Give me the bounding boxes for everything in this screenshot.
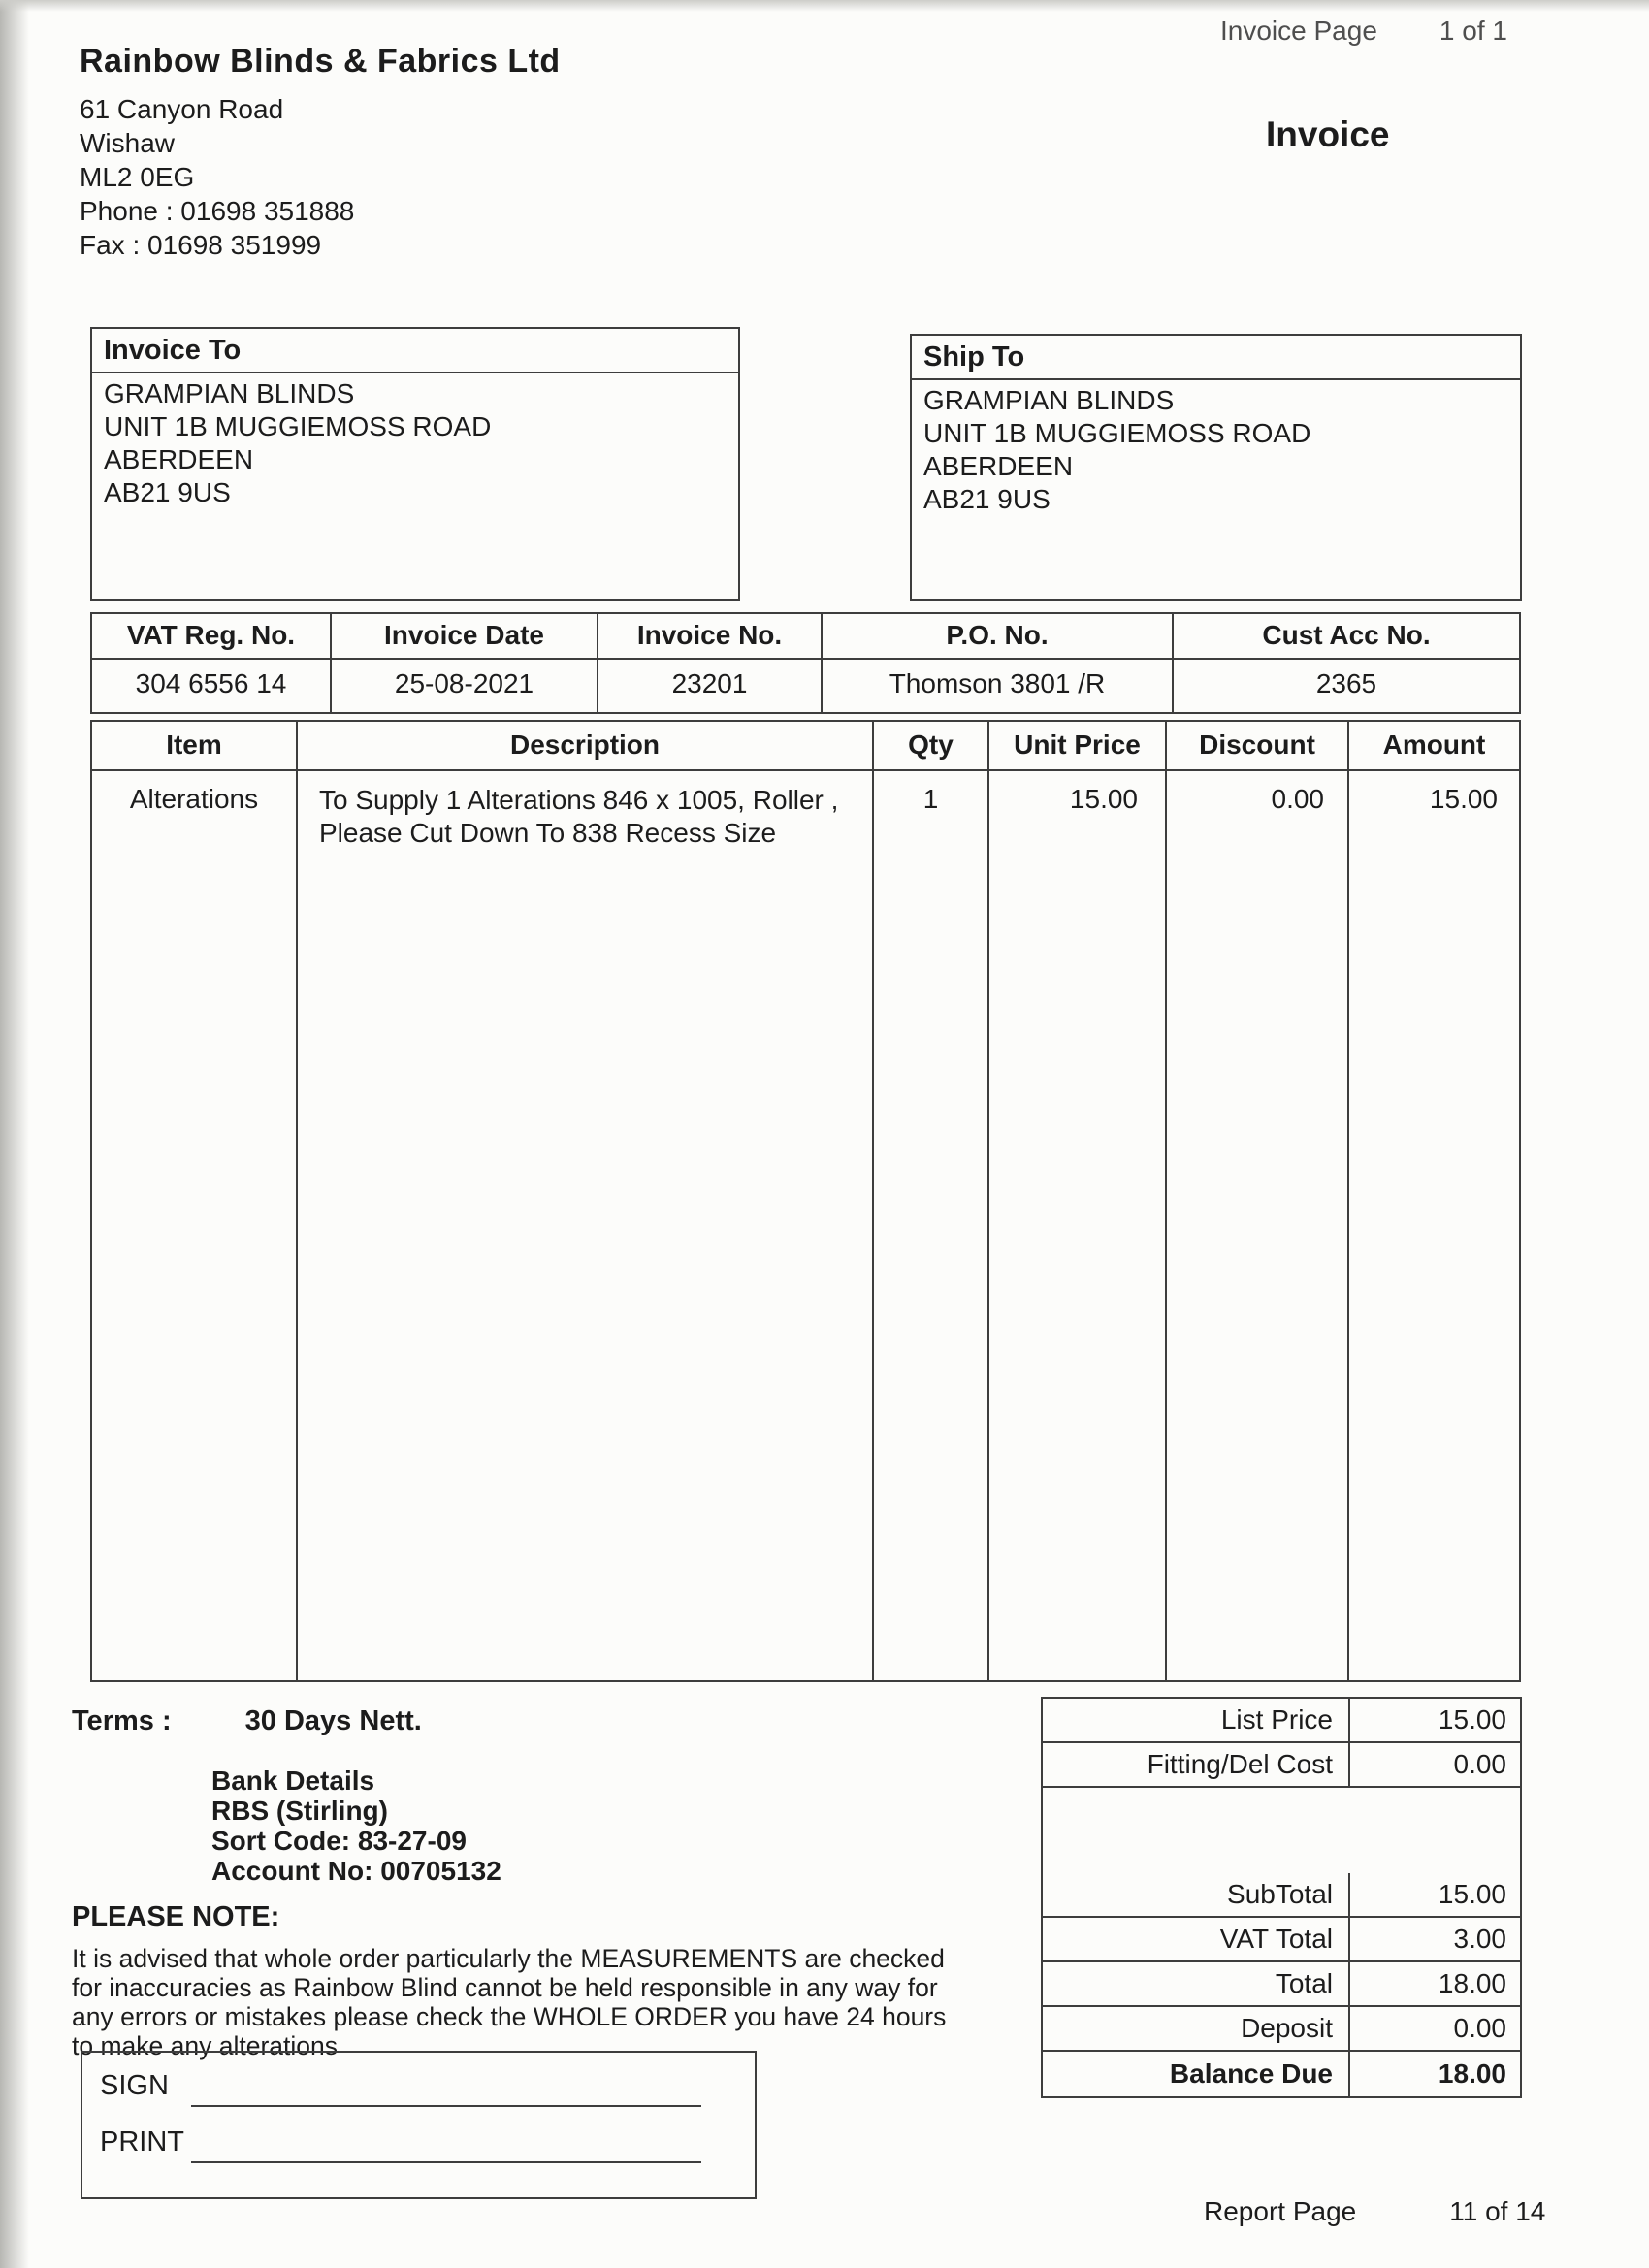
sign-label: SIGN (100, 2070, 169, 2101)
bank-name: RBS (Stirling) (211, 1796, 388, 1826)
totals-row-fitting-del-cost (1043, 1743, 1520, 1788)
report-page-label: Report Page (1204, 2196, 1357, 2226)
company-phone: Phone : 01698 351888 (80, 196, 355, 226)
line-items-body (92, 771, 1519, 1680)
please-note-body: It is advised that whole order particularly the MEASUREMENTS are checked for inaccuracies as Rainbow Blind cannot be held responsible in any way for any errors or mistakes please check the WHOLE ORDER you have 24 hours to make any alterations (72, 1944, 947, 2060)
please-note-title: PLEASE NOTE: (72, 1901, 280, 1932)
totals-row-subtotal (1043, 1873, 1520, 1918)
company-address-line-2: Wishaw (80, 128, 176, 158)
qty-cell (874, 771, 989, 1680)
print-label: PRINT (100, 2126, 184, 2157)
items-header-unit-price: Unit Price (989, 722, 1167, 769)
invoice-meta-table (90, 612, 1521, 714)
ship-to-line-3: ABERDEEN (923, 451, 1074, 481)
invoice-to-label: Invoice To (92, 329, 738, 373)
ship-to-box (910, 334, 1522, 601)
totals-box (1041, 1697, 1522, 2098)
invoice-to-line-4: AB21 9US (104, 477, 231, 507)
totals-row-deposit (1043, 2007, 1520, 2052)
bank-details-title: Bank Details (211, 1766, 375, 1796)
totals-value: 15.00 (1348, 1699, 1520, 1741)
totals-label: Total (1275, 1968, 1333, 1998)
item-name: Alterations (129, 784, 259, 814)
items-header-amount: Amount (1382, 729, 1486, 760)
signature-box (81, 2051, 757, 2199)
sign-line (191, 2105, 701, 2107)
meta-header-po-no: P.O. No. (823, 614, 1174, 660)
company-fax: Fax : 01698 351999 (80, 230, 322, 260)
discount-value: 0.00 (1271, 784, 1324, 814)
bank-sort-code: Sort Code: 83-27-09 (211, 1826, 467, 1856)
terms-label: Terms : (72, 1705, 172, 1736)
ship-to-label: Ship To (912, 336, 1520, 380)
bank-details-block (211, 1766, 501, 1886)
ship-to-line-4: AB21 9US (923, 484, 1051, 514)
amount-value: 15.00 (1429, 784, 1498, 814)
totals-value: 3.00 (1348, 1918, 1520, 1960)
line-items-table (90, 720, 1521, 1682)
unit-price-cell (989, 771, 1167, 1680)
invoice-to-line-1: GRAMPIAN BLINDS (104, 378, 355, 408)
items-header-discount: Discount (1167, 722, 1349, 769)
amount-cell (1349, 771, 1519, 1680)
meta-value-vat-reg: 304 6556 14 (92, 660, 332, 712)
print-line (191, 2161, 701, 2163)
totals-value: 18.00 (1348, 2052, 1520, 2096)
company-address-line-3: ML2 0EG (80, 162, 195, 192)
unit-price-value: 15.00 (1069, 784, 1138, 814)
company-info-block (80, 43, 561, 262)
invoice-meta-values-row (92, 660, 1519, 712)
invoice-title: Invoice (1266, 114, 1390, 154)
invoice-to-box (90, 327, 740, 601)
totals-label: Fitting/Del Cost (1147, 1749, 1333, 1779)
company-name: Rainbow Blinds & Fabrics Ltd (80, 43, 561, 80)
totals-row-total (1043, 1962, 1520, 2007)
items-header-qty: Qty (874, 722, 989, 769)
invoice-to-line-2: UNIT 1B MUGGIEMOSS ROAD (104, 411, 492, 441)
qty-value: 1 (922, 784, 939, 814)
invoice-to-address (92, 373, 738, 513)
bank-account-no: Account No: 00705132 (211, 1856, 501, 1886)
totals-row-vat-total (1043, 1918, 1520, 1962)
totals-value: 18.00 (1348, 1962, 1520, 2005)
meta-value-invoice-no: 23201 (598, 660, 823, 712)
report-page-value: 11 of 14 (1449, 2196, 1546, 2226)
discount-cell (1167, 771, 1349, 1680)
report-page-footer (1204, 2196, 1545, 2227)
invoice-page-indicator (1220, 16, 1507, 47)
meta-value-cust-acc-no: 2365 (1315, 668, 1377, 698)
totals-label: SubTotal (1227, 1879, 1333, 1909)
scan-edge-shadow (0, 0, 29, 2268)
terms-row (72, 1705, 422, 1737)
meta-header-vat-reg: VAT Reg. No. (92, 614, 332, 660)
totals-row-balance-due (1043, 2052, 1520, 2096)
item-cell (92, 771, 298, 1680)
invoice-page-indicator-value: 1 of 1 (1439, 16, 1507, 46)
terms-value: 30 Days Nett. (244, 1705, 422, 1736)
meta-value-po-no: Thomson 3801 /R (823, 660, 1174, 712)
meta-header-invoice-no: Invoice No. (598, 614, 823, 660)
ship-to-address (912, 380, 1520, 520)
totals-value: 0.00 (1348, 1743, 1520, 1786)
ship-to-line-2: UNIT 1B MUGGIEMOSS ROAD (923, 418, 1311, 448)
invoice-page-indicator-label: Invoice Page (1220, 16, 1377, 46)
invoice-meta-header-row (92, 614, 1519, 660)
items-header-item: Item (92, 722, 298, 769)
totals-spacer (1043, 1788, 1520, 1873)
totals-value: 15.00 (1348, 1873, 1520, 1916)
scan-top-shadow (0, 0, 1649, 12)
totals-label: VAT Total (1219, 1924, 1333, 1954)
items-header-description: Description (298, 722, 874, 769)
ship-to-line-1: GRAMPIAN BLINDS (923, 385, 1175, 415)
line-items-header-row (92, 722, 1519, 771)
meta-header-cust-acc-no: Cust Acc No. (1174, 614, 1519, 660)
totals-value: 0.00 (1348, 2007, 1520, 2050)
meta-value-invoice-date: 25-08-2021 (332, 660, 598, 712)
description-cell (298, 771, 874, 1680)
totals-label: List Price (1220, 1704, 1333, 1734)
totals-label: Balance Due (1169, 2058, 1333, 2089)
invoice-to-line-3: ABERDEEN (104, 444, 254, 474)
meta-header-invoice-date: Invoice Date (332, 614, 598, 660)
totals-label: Deposit (1241, 2013, 1333, 2043)
description-line-2: Please Cut Down To 838 Recess Size (319, 818, 777, 848)
totals-row-list-price (1043, 1699, 1520, 1743)
company-address-line-1: 61 Canyon Road (80, 94, 284, 124)
description-line-1: To Supply 1 Alterations 846 x 1005, Roller , (319, 785, 839, 815)
